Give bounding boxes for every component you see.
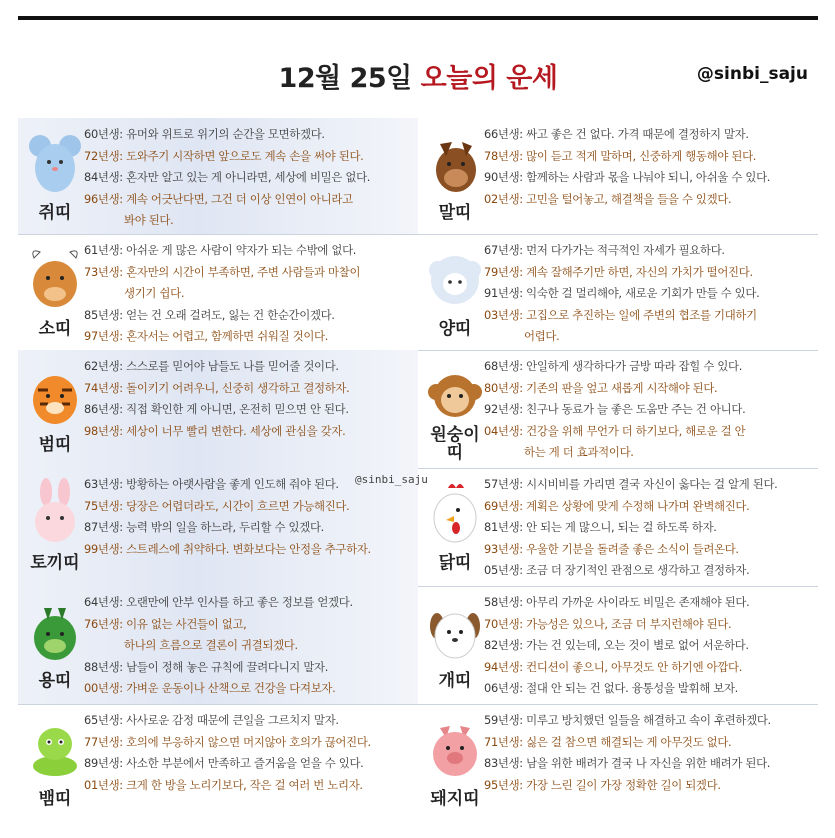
fortune-card-sheep (418, 234, 818, 350)
fortune-line: 91년생: 익숙한 걸 멀리해야, 새로운 기회가 만들 수 있다. (484, 286, 760, 301)
watermark: @sinbi_saju (355, 473, 428, 486)
zodiac-animal (24, 474, 86, 582)
fortune-line: 71년생: 싫은 걸 참으면 해결되는 게 아무것도 없다. (484, 734, 732, 749)
zodiac-name: 용띠 (38, 671, 72, 691)
fortune-line: 87년생: 능력 밖의 일을 하느라, 두리할 수 있겠다. (84, 520, 324, 535)
zodiac-animal (24, 710, 86, 818)
fortune-line: 88년생: 남들이 정해 놓은 규칙에 끌려다니지 말자. (84, 659, 329, 674)
fortune-line-continuation: 하는 게 더 효과적이다. (524, 445, 634, 460)
fortune-line: 66년생: 싸고 좋은 건 없다. 가격 때문에 결정하지 말자. (484, 127, 749, 141)
zodiac-name-line: 띠 (446, 443, 464, 463)
mouse-icon (26, 128, 84, 198)
zodiac-name: 쥐띠 (38, 203, 72, 223)
dragon-icon (26, 596, 84, 666)
fortune-card-horse (418, 118, 818, 234)
fortune-lines (484, 124, 814, 210)
rooster-icon (426, 478, 484, 548)
fortune-line: 68년생: 안일하게 생각하다가 금방 따라 잡힐 수 있다. (484, 359, 743, 373)
fortune-line: 73년생: 혼자만의 시간이 부족하면, 주변 사람들과 마찰이 (84, 264, 361, 279)
fortune-line: 92년생: 친구나 동료가 늘 좋은 도움만 주는 건 아니다. (484, 402, 746, 417)
monkey-icon (426, 360, 484, 430)
fortune-card-snake (18, 704, 418, 820)
fortune-line: 99년생: 스트레스에 취약하다. 변화보다는 안정을 추구하자. (84, 541, 371, 556)
fortune-line: 85년생: 얻는 건 오래 걸려도, 잃는 건 한순간이겠다. (84, 307, 335, 322)
fortune-line: 93년생: 우울한 기분을 돌려줄 좋은 소식이 들려온다. (484, 541, 739, 556)
fortune-line: 57년생: 시시비비를 가리면 결국 자신이 옳다는 걸 알게 된다. (484, 477, 778, 491)
fortune-lines (84, 710, 414, 796)
fortune-lines (484, 592, 814, 700)
fortune-line: 96년생: 계속 어긋난다면, 그건 더 이상 인연이 아니라고 (84, 191, 353, 206)
dog-icon (426, 596, 484, 666)
horse-icon (426, 128, 484, 198)
zodiac-name: 양띠 (438, 319, 472, 339)
sheep-icon (426, 244, 484, 314)
fortune-line: 61년생: 아쉬운 게 많은 사람이 약자가 되는 수밖에 없다. (84, 243, 357, 257)
fortune-line: 83년생: 남을 위한 배려가 결국 나 자신을 위한 배려가 된다. (484, 756, 771, 771)
fortune-card-pig (418, 704, 818, 820)
fortune-line: 94년생: 컨디션이 좋으니, 아무것도 안 하기엔 아깝다. (484, 659, 743, 674)
zodiac-name: 돼지띠 (430, 789, 480, 809)
fortune-line: 69년생: 계획은 상황에 맞게 수정해 나가며 완벽해진다. (484, 498, 750, 513)
zodiac-animal (424, 592, 486, 700)
fortune-card-tiger (18, 350, 418, 468)
fortune-line: 86년생: 직접 확인한 게 아니면, 온전히 믿으면 안 된다. (84, 402, 349, 417)
fortune-card-monkey (418, 350, 818, 468)
fortune-line: 70년생: 가능성은 있으나, 조금 더 부지런해야 된다. (484, 616, 732, 631)
fortune-line: 97년생: 혼자서는 어렵고, 함께하면 쉬워질 것이다. (84, 329, 329, 344)
fortune-line: 98년생: 세상이 너무 빨리 변한다. 세상에 관심을 갖자. (84, 423, 346, 438)
fortune-line: 63년생: 방황하는 아랫사람을 좋게 인도해 줘야 된다. (84, 477, 339, 491)
fortune-card-mouse (18, 118, 418, 234)
fortune-lines (84, 240, 414, 348)
fortune-line-continuation: 어렵다. (524, 329, 560, 344)
zodiac-name: 뱀띠 (38, 789, 72, 809)
fortune-grid (18, 118, 818, 818)
fortune-card-dragon (18, 586, 418, 704)
fortune-line: 90년생: 함께하는 사람과 몫을 나눠야 되니, 아쉬울 수 있다. (484, 170, 771, 185)
zodiac-animal (424, 474, 486, 582)
fortune-line: 65년생: 사사로운 감정 때문에 큰일을 그르치지 말자. (84, 713, 339, 727)
fortune-line: 79년생: 계속 잘해주기만 하면, 자신의 가치가 떨어진다. (484, 264, 753, 279)
fortune-line: 60년생: 유머와 위트로 위기의 순간을 모면하겠다. (84, 127, 325, 141)
fortune-line: 76년생: 이유 없는 사건들이 없고, (84, 616, 247, 631)
fortune-line: 80년생: 기존의 판을 엎고 새롭게 시작해야 된다. (484, 380, 718, 395)
fortune-line: 64년생: 오랜만에 안부 인사를 하고 좋은 정보를 얻겠다. (84, 595, 353, 609)
top-rule (18, 16, 818, 20)
zodiac-animal (24, 356, 86, 464)
fortune-line: 04년생: 건강을 위해 무언가 더 하기보다, 해로운 걸 안 (484, 423, 746, 438)
fortune-lines (84, 124, 414, 232)
fortune-line: 75년생: 당장은 어렵더라도, 시간이 흐르면 가능해진다. (84, 498, 350, 513)
zodiac-animal (424, 356, 486, 464)
zodiac-name-line: 원숭이 (430, 425, 480, 445)
fortune-line-continuation: 생기기 쉽다. (124, 286, 185, 301)
fortune-lines (484, 474, 814, 582)
title-date: 12월 25일 (278, 63, 412, 94)
fortune-line: 01년생: 크게 한 방을 노리기보다, 작은 걸 여러 번 노리자. (84, 777, 363, 792)
zodiac-animal (424, 124, 486, 232)
zodiac-animal (24, 240, 86, 348)
fortune-line: 77년생: 호의에 부응하지 않으면 머지않아 호의가 끊어진다. (84, 734, 371, 749)
zodiac-animal (24, 592, 86, 700)
fortune-line: 62년생: 스스로를 믿어야 남들도 나를 믿어줄 것이다. (84, 359, 339, 373)
fortune-line: 00년생: 가벼운 운동이나 산책으로 건강을 다져보자. (84, 681, 336, 696)
snake-icon (26, 714, 84, 784)
fortune-lines (84, 356, 414, 442)
zodiac-animal (424, 240, 486, 348)
zodiac-name: 말띠 (438, 203, 472, 223)
zodiac-name: 토끼띠 (30, 553, 80, 573)
fortune-line: 81년생: 안 되는 게 많으니, 되는 걸 하도록 하자. (484, 520, 717, 535)
fortune-line: 72년생: 도와주기 시작하면 앞으로도 계속 손을 써야 된다. (84, 148, 364, 163)
fortune-line: 82년생: 가는 건 있는데, 오는 것이 별로 없어 서운하다. (484, 638, 749, 653)
fortune-line: 59년생: 미루고 방치했던 일들을 해결하고 속이 후련하겠다. (484, 713, 771, 727)
header (18, 22, 818, 118)
title-main: 오늘의 운세 (420, 63, 558, 94)
account-handle: @sinbi_saju (696, 64, 808, 84)
fortune-card-dog (418, 586, 818, 704)
pig-icon (426, 714, 484, 784)
fortune-line: 78년생: 많이 듣고 적게 말하며, 신중하게 행동해야 된다. (484, 148, 757, 163)
fortune-line: 67년생: 먼저 다가가는 적극적인 자세가 필요하다. (484, 243, 725, 257)
fortune-line: 95년생: 가장 느린 길이 가장 정확한 길이 되겠다. (484, 777, 721, 792)
zodiac-animal (24, 124, 86, 232)
fortune-lines (484, 356, 814, 464)
tiger-icon (26, 360, 84, 430)
rabbit-icon (26, 478, 84, 548)
fortune-line: 05년생: 조금 더 장기적인 관점으로 생각하고 결정하자. (484, 563, 750, 578)
zodiac-name: 소띠 (38, 319, 72, 339)
fortune-line: 06년생: 절대 안 되는 건 없다. 융통성을 발휘해 보자. (484, 681, 739, 696)
fortune-line: 84년생: 혼자만 알고 있는 게 아니라면, 세상에 비밀은 없다. (84, 170, 371, 185)
fortune-line: 03년생: 고집으로 추진하는 일에 주변의 협조를 기대하기 (484, 307, 757, 322)
fortune-line-continuation: 하나의 흐름으로 결론이 귀결되겠다. (124, 638, 298, 653)
fortune-line: 02년생: 고민을 털어놓고, 해결책을 들을 수 있겠다. (484, 191, 732, 206)
fortune-lines (484, 710, 814, 796)
zodiac-name: 범띠 (38, 435, 72, 455)
fortune-line-continuation: 봐야 된다. (124, 213, 174, 228)
fortune-lines (84, 592, 414, 700)
fortune-line: 74년생: 돌이키기 어려우니, 신중히 생각하고 결정하자. (84, 380, 350, 395)
zodiac-name: 개띠 (438, 671, 472, 691)
fortune-line: 58년생: 아무리 가까운 사이라도 비밀은 존재해야 된다. (484, 595, 750, 609)
zodiac-animal (424, 710, 486, 818)
ox-icon (26, 244, 84, 314)
fortune-lines (484, 240, 814, 348)
zodiac-name (424, 426, 486, 462)
fortune-lines (84, 474, 414, 560)
zodiac-name: 닭띠 (438, 553, 472, 573)
fortune-card-rooster (418, 468, 818, 586)
fortune-card-ox (18, 234, 418, 350)
fortune-line: 89년생: 사소한 부분에서 만족하고 즐거움을 얻을 수 있다. (84, 756, 364, 771)
